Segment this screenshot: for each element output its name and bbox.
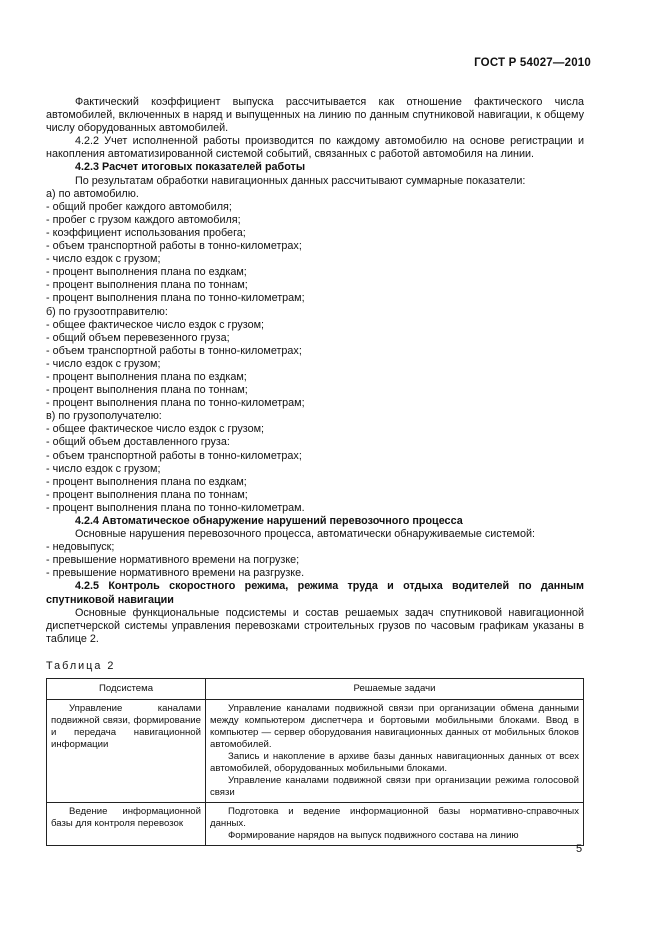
table-row	[47, 803, 584, 846]
group-c-label: в) по грузополучателю:	[46, 410, 162, 423]
page-number: 5	[576, 843, 583, 855]
list-item: - число ездок с грузом;	[46, 462, 161, 475]
list-item: - процент выполнения плана по тоннам;	[46, 488, 248, 501]
group-b-list	[46, 319, 584, 411]
intro-4-2-3: По результатам обработки навигационных данных рассчитывают суммарные показатели:	[75, 174, 526, 187]
list-item: - общее фактическое число ездок с грузом;	[46, 318, 265, 331]
group-c-list	[46, 423, 584, 515]
list-item: - процент выполнения плана по тоннам;	[46, 384, 248, 397]
subsystem-name: Ведение информационной базы для контроля перевозок	[51, 806, 201, 830]
list-item: - процент выполнения плана по тоннам;	[46, 279, 248, 292]
task-text: Запись и накопление в архиве базы данных навигационных данных от всех автомобилей, оборудованных мобильными блоками.	[210, 751, 579, 775]
subsystems-table	[46, 678, 584, 846]
task-text: Управление каналами подвижной связи при организации режима голосовой связи	[210, 775, 579, 799]
list-item: - объем транспортной работы в тонно-километрах;	[46, 240, 302, 253]
list-item: - общий объем доставленного груза:	[46, 436, 230, 449]
group-b-label: б) по грузоотправителю:	[46, 305, 168, 318]
paragraph-4-2-2: 4.2.2 Учет исполненной работы производится по каждому автомобилю на основе регистрации и накопления автоматизированной системой событий, связанных с работой автомобиля на линии.	[46, 135, 584, 161]
table-cell-tasks	[206, 700, 584, 803]
task-text: Управление каналами подвижной связи при организации обмена данными между компьютером диспетчера и бортовыми мобильными блоками. Ввод в компьютер — сервер оборудования навигационных данных от мобильных блоков автомобилей.	[210, 703, 579, 751]
list-item: - число ездок с грузом;	[46, 253, 161, 266]
heading-4-2-4: 4.2.4 Автоматическое обнаружение нарушений перевозочного процесса	[75, 515, 463, 527]
table-cell-tasks	[206, 803, 584, 846]
heading-4-2-3: 4.2.3 Расчет итоговых показателей работы	[75, 161, 306, 174]
list-item: - процент выполнения плана по тонно-километрам.	[46, 501, 305, 514]
violations-list	[46, 541, 584, 580]
task-text: Подготовка и ведение информационной базы нормативно-справочных данных.	[210, 806, 579, 830]
list-item: - общее фактическое число ездок с грузом;	[46, 423, 265, 436]
paragraph-release-coefficient: Фактический коэффициент выпуска рассчитывается как отношение фактического числа автомобилей, включенных в наряд и выпущенных на линию по данным спутниковой навигации, к общему числу оборудованных автомобилей.	[46, 96, 584, 135]
table-row	[47, 700, 584, 803]
list-item: - объем транспортной работы в тонно-километрах;	[46, 449, 302, 462]
list-item: - общий объем перевезенного груза;	[46, 331, 230, 344]
list-item: - число ездок с грузом;	[46, 357, 161, 370]
paragraph-4-2-5: Основные функциональные подсистемы и состав решаемых задач спутниковой навигационной диспетчерской системы управления перевозками строительных грузов по часовым графикам указаны в таблице 2.	[46, 606, 584, 645]
group-a-label: а) по автомобилю.	[46, 187, 139, 200]
document-code: ГОСТ Р 54027—2010	[474, 57, 591, 69]
intro-4-2-4: Основные нарушения перевозочного процесса, автоматически обнаруживаемые системой:	[75, 528, 535, 541]
list-item: - процент выполнения плана по ездкам;	[46, 475, 247, 488]
list-item: - превышение нормативного времени на разгрузке.	[46, 567, 305, 580]
group-a-list	[46, 201, 584, 306]
list-item: - коэффициент использования пробега;	[46, 226, 246, 239]
table-cell-subsystem	[47, 803, 206, 846]
list-item: - общий пробег каждого автомобиля;	[46, 200, 232, 213]
list-item: - объем транспортной работы в тонно-километрах;	[46, 344, 302, 357]
list-item: - процент выполнения плана по тонно-километрам;	[46, 292, 305, 305]
list-item: - недовыпуск;	[46, 541, 115, 554]
list-item: - процент выполнения плана по тонно-километрам;	[46, 397, 305, 410]
table-caption: Таблица 2	[46, 659, 116, 672]
subsystem-name: Управление каналами подвижной связи, формирование и передача навигационной информации	[51, 703, 201, 751]
list-item: - превышение нормативного времени на погрузке;	[46, 554, 300, 567]
heading-4-2-5: 4.2.5 Контроль скоростного режима, режима труда и отдыха водителей по данным спутниковой навигации	[46, 580, 584, 606]
table-header-row	[47, 679, 584, 700]
table-cell-subsystem	[47, 700, 206, 803]
list-item: - процент выполнения плана по ездкам;	[46, 266, 247, 279]
column-header-tasks: Решаемые задачи	[206, 679, 584, 700]
main-content	[46, 96, 584, 846]
list-item: - процент выполнения плана по ездкам;	[46, 370, 247, 383]
column-header-subsystem: Подсистема	[47, 679, 206, 700]
list-item: - пробег с грузом каждого автомобиля;	[46, 213, 241, 226]
task-text: Формирование нарядов на выпуск подвижного состава на линию	[228, 830, 519, 842]
